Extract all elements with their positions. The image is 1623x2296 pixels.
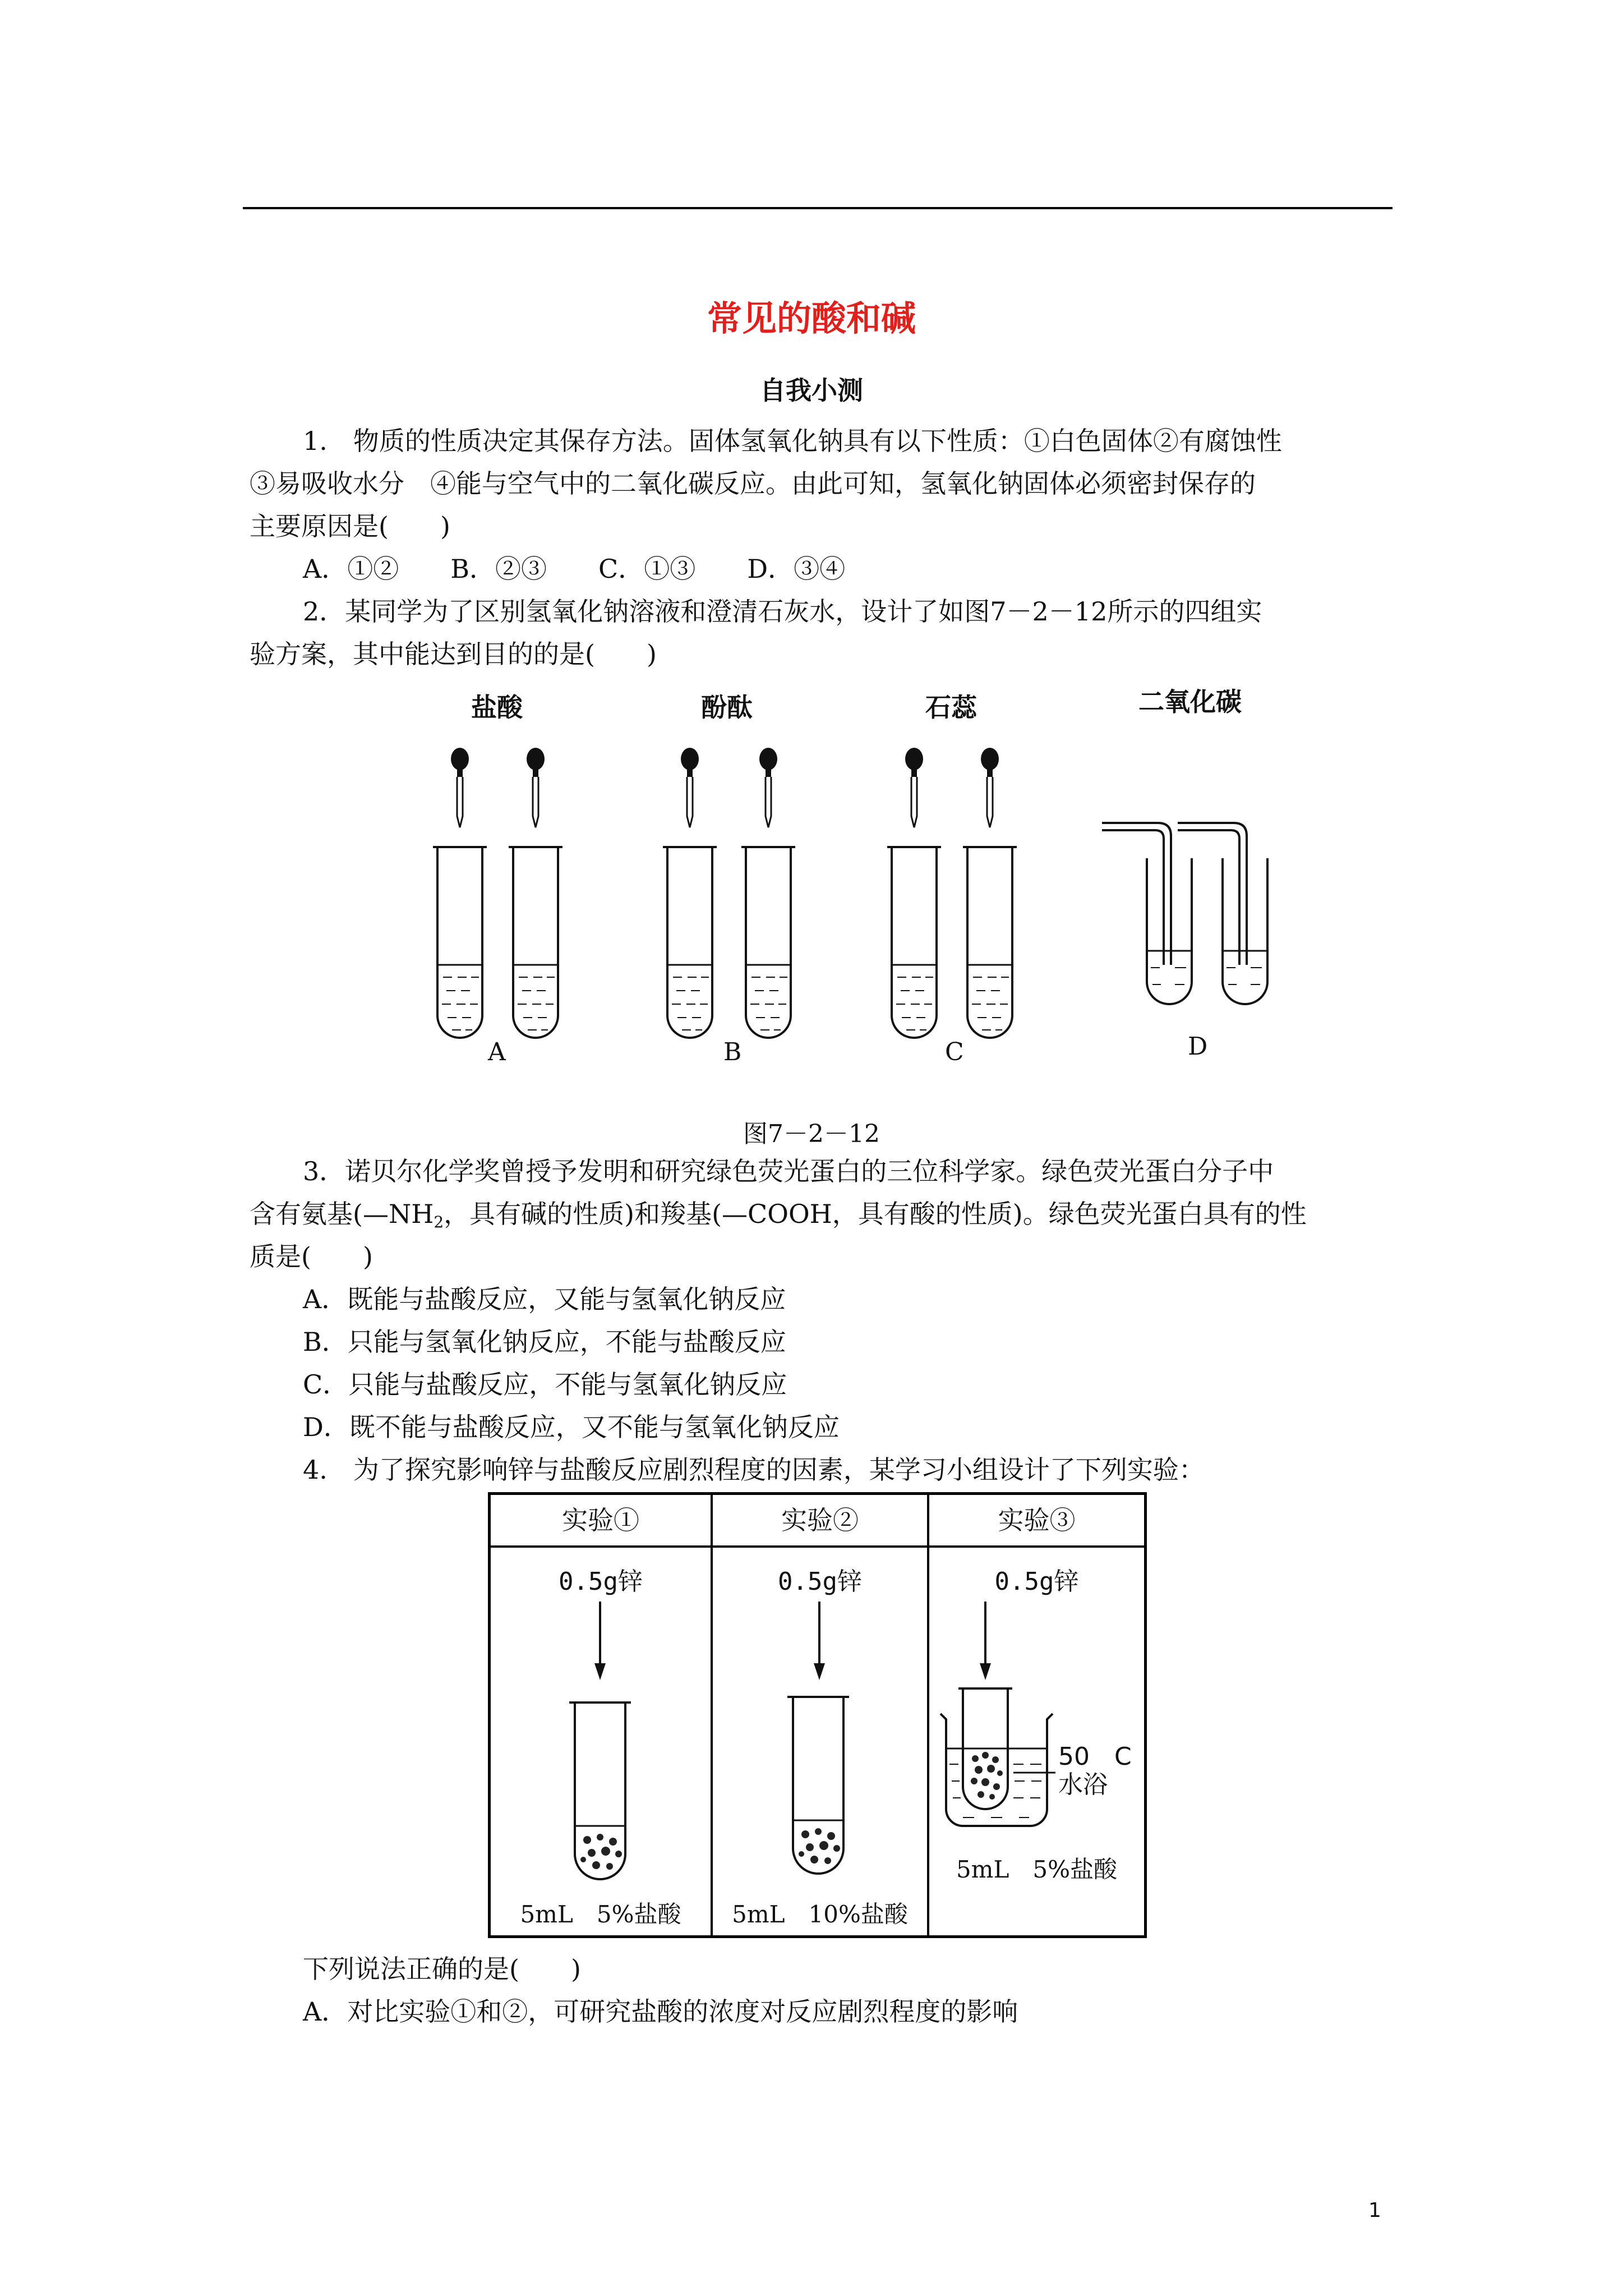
figure-caption: 图7－2－12 <box>743 1120 880 1148</box>
experiment-2-acid: 5mL 10%盐酸 <box>732 1901 908 1928</box>
experiment-3-water-bath <box>929 1602 1144 1865</box>
fig-letter-d: D <box>1188 1032 1208 1061</box>
experiment-2-zinc: 0.5g锌 <box>778 1567 862 1596</box>
experiment-1-acid: 5mL 5%盐酸 <box>520 1901 681 1928</box>
experiment-2 <box>713 1495 929 1935</box>
fig-letter-b: B <box>723 1038 742 1066</box>
page-number: 1 <box>1368 2199 1381 2222</box>
q4-option-a: A．对比实验①和②，可研究盐酸的浓度对反应剧烈程度的影响 <box>303 1996 1018 2027</box>
q3-option-c: C．只能与盐酸反应，不能与氢氧化钠反应 <box>303 1369 787 1400</box>
q3-option-d: D．既不能与盐酸反应，又不能与氢氧化钠反应 <box>303 1412 840 1442</box>
q3-line2: 含有氨基($—NH_2$，具有碱的性质)和羧基(—COOH，具有酸的性质)。绿色荧光蛋白具有的性 <box>250 1199 1307 1231</box>
fig-label-hydrochloric-acid: 盐酸 <box>471 692 523 723</box>
q4-line1: 4. 为了探究影响锌与盐酸反应剧烈程度的因素，某学习小组设计了下列实验： <box>303 1455 1205 1485</box>
q1-line3: 主要原因是( ) <box>250 511 450 541</box>
experiment-1-zinc: 0.5g锌 <box>559 1567 643 1596</box>
experiment-1-tube <box>491 1602 711 1893</box>
experiment-1-head: 实验① <box>491 1495 711 1548</box>
water-bath-temperature: 50 C <box>1058 1742 1132 1771</box>
q3-line1: 3．诺贝尔化学奖曾授予发明和研究绿色荧光蛋白的三位科学家。绿色荧光蛋白分子中 <box>303 1156 1274 1186</box>
header-rule <box>243 207 1393 209</box>
q3-option-b: B．只能与氢氧化钠反应，不能与盐酸反应 <box>303 1327 786 1357</box>
figure-test-tubes <box>409 687 1273 1085</box>
water-bath-label: 水浴 <box>1058 1770 1108 1799</box>
section-subtitle: 自我小测 <box>760 375 863 406</box>
experiment-table <box>488 1492 1147 1938</box>
q4-stem: 下列说法正确的是( ) <box>303 1954 581 1984</box>
experiment-3-acid: 5mL 5%盐酸 <box>956 1856 1118 1883</box>
q1-line2: ③易吸收水分 ④能与空气中的二氧化碳反应。由此可知，氢氧化钠固体必须密封保存的 <box>250 468 1256 499</box>
experiment-3-zinc: 0.5g锌 <box>994 1567 1079 1596</box>
experiment-2-head: 实验② <box>713 1495 927 1548</box>
fig-letter-a: A <box>488 1038 506 1066</box>
fig-label-phenolphthalein: 酚酞 <box>701 692 753 723</box>
test-tube-drawing <box>409 726 1273 1074</box>
fig-letter-c: C <box>945 1038 964 1066</box>
experiment-3-head: 实验③ <box>929 1495 1144 1548</box>
experiment-1 <box>491 1495 713 1935</box>
experiment-2-tube <box>713 1602 927 1893</box>
q2-line2: 验方案，其中能达到目的的是( ) <box>250 639 657 669</box>
fig-label-carbon-dioxide: 二氧化碳 <box>1138 687 1242 717</box>
page-title: 常见的酸和碱 <box>707 298 916 339</box>
experiment-3 <box>929 1495 1144 1935</box>
q3-option-a: A．既能与盐酸反应，又能与氢氧化钠反应 <box>303 1284 786 1314</box>
q1-options: A．①② B．②③ C．①③ D．③④ <box>303 554 846 584</box>
fig-label-litmus: 石蕊 <box>925 692 977 723</box>
q1-line1: 1. 物质的性质决定其保存方法。固体氢氧化钠具有以下性质：①白色固体②有腐蚀性 <box>303 426 1282 456</box>
q3-line3: 质是( ) <box>250 1241 373 1272</box>
q2-line1: 2．某同学为了区别氢氧化钠溶液和澄清石灰水，设计了如图7－2－12所示的四组实 <box>303 596 1262 627</box>
